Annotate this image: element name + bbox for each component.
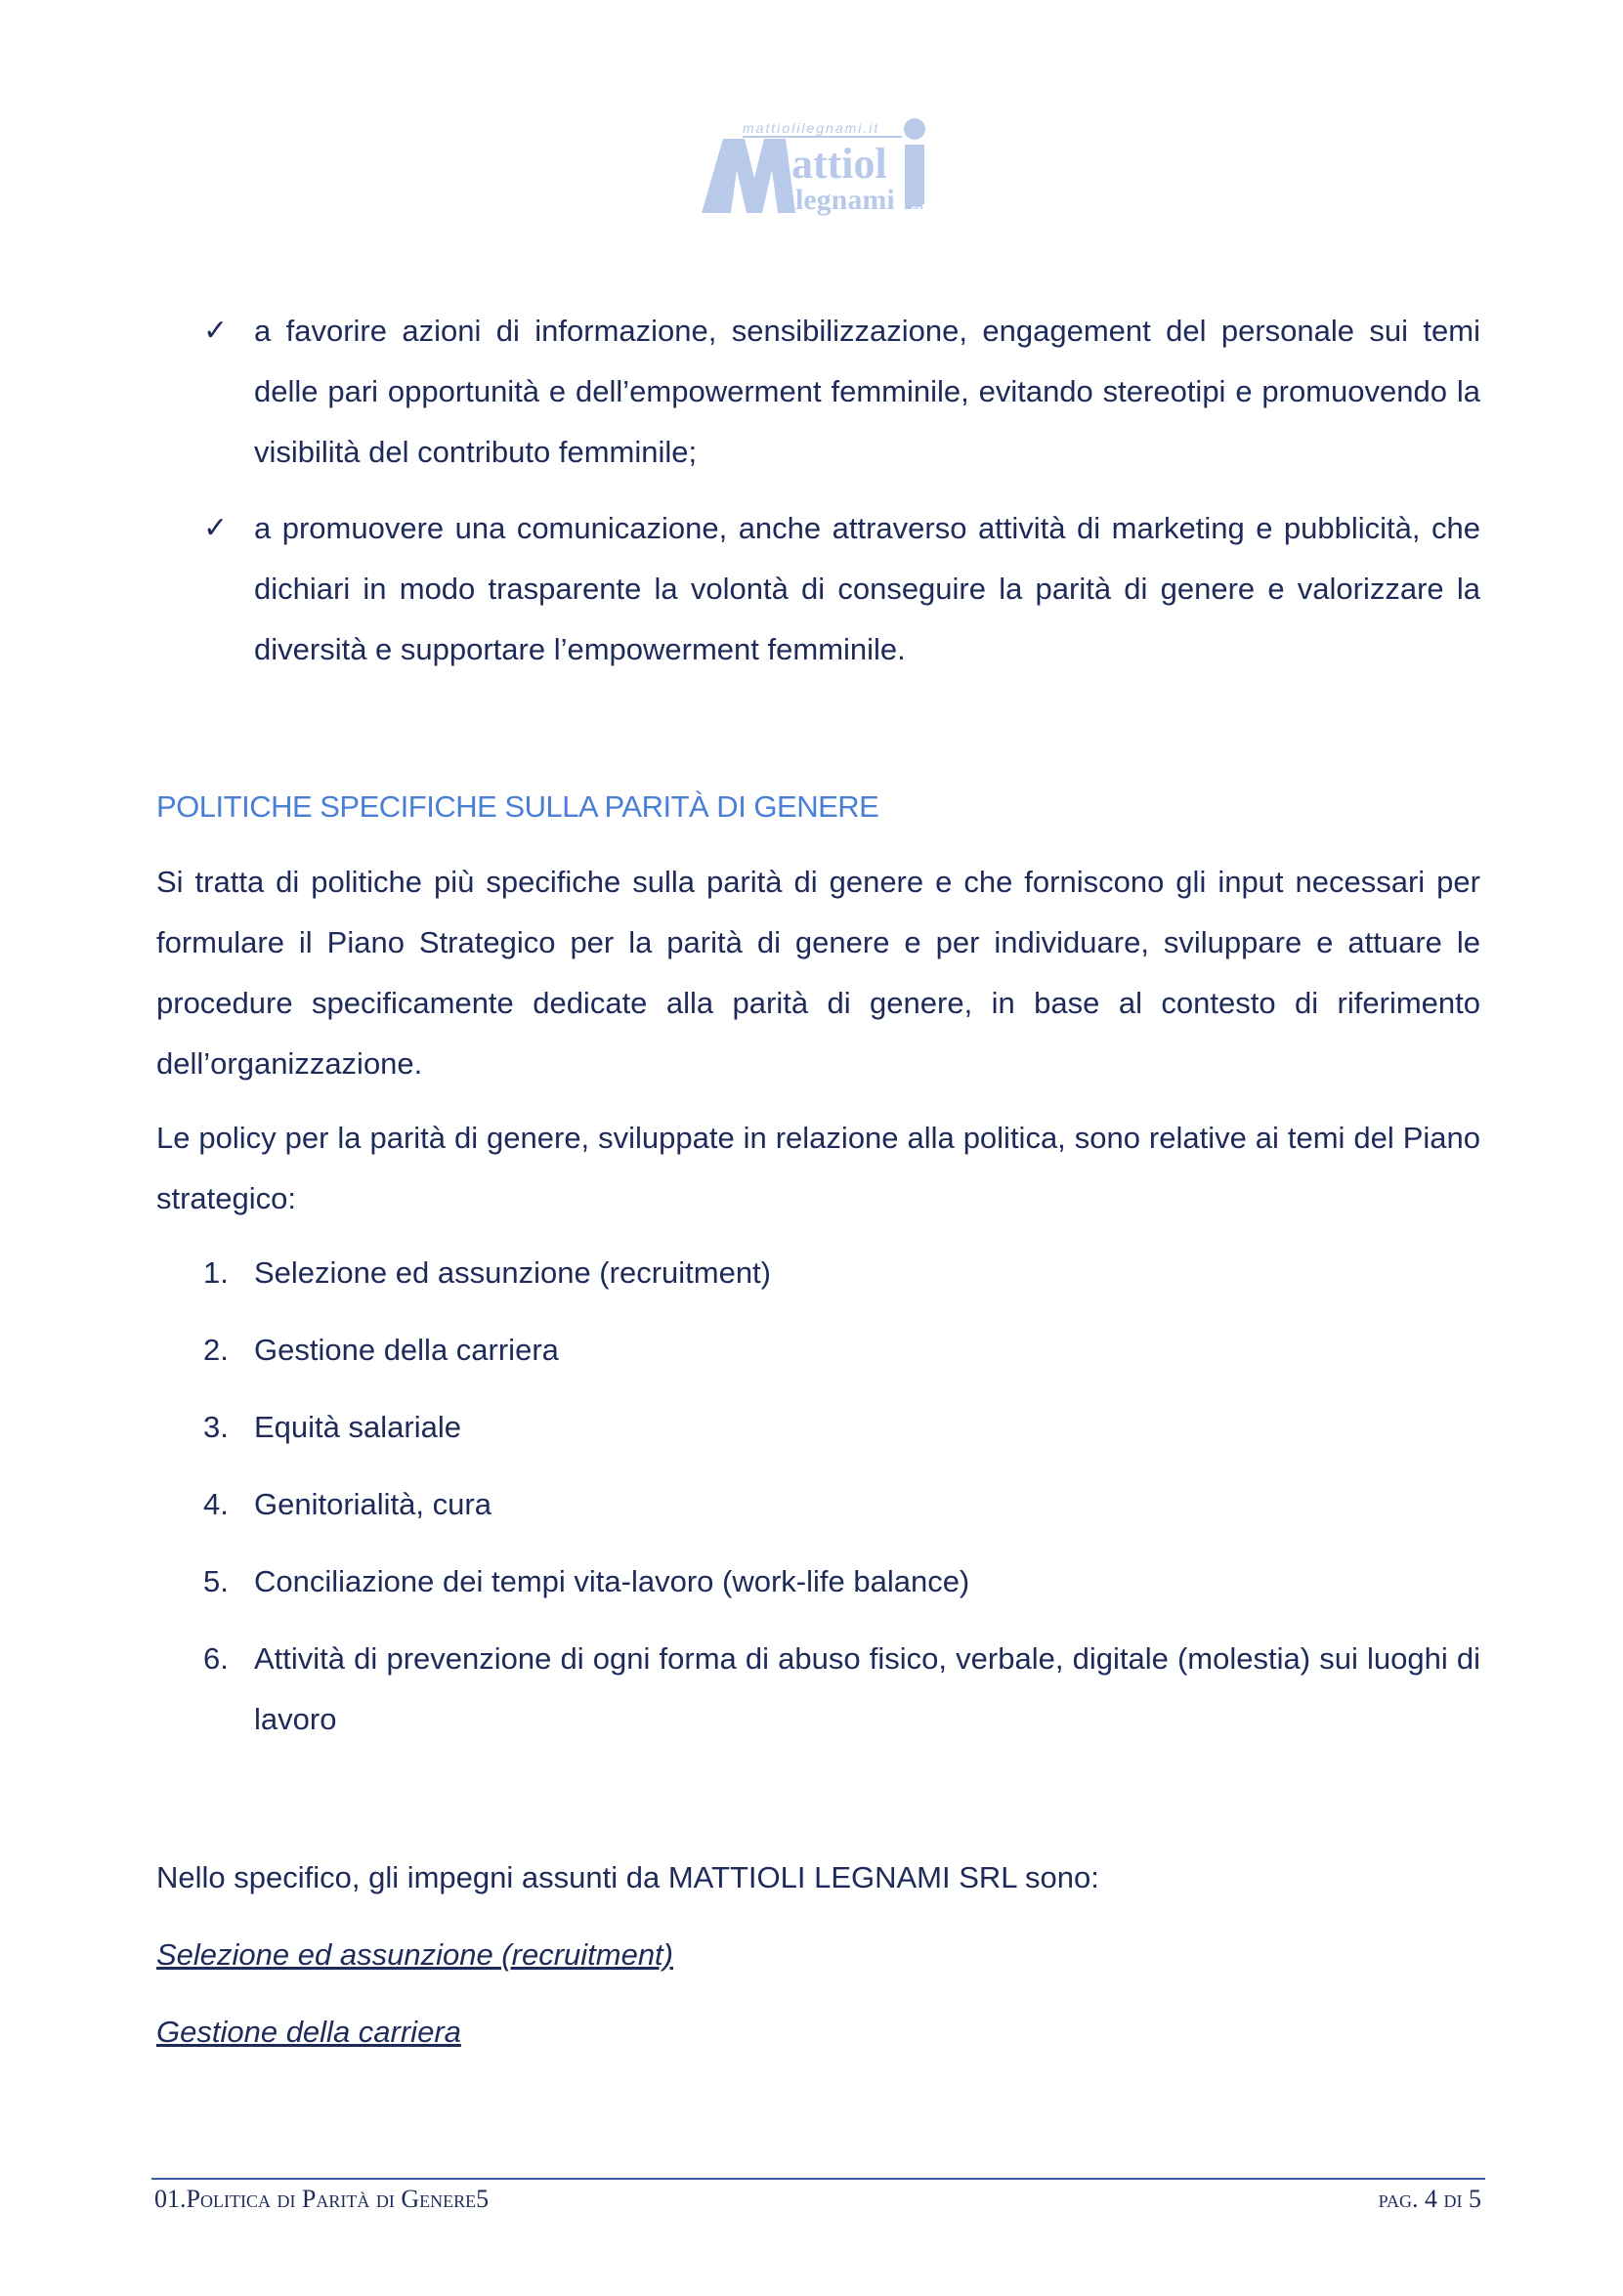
- company-logo: [702, 109, 936, 217]
- svg-text:srl: srl: [911, 202, 925, 216]
- check-list-item: [203, 498, 1480, 680]
- numbered-list-item: [203, 1320, 1480, 1381]
- checkmark-icon: ✓: [203, 314, 229, 348]
- list-item-text: Genitorialità, cura: [254, 1487, 491, 1521]
- paragraph-text: Le policy per la parità di genere, sviluppate in relazione alla politica, sono relative ai temi del Piano strategico:: [156, 1121, 1480, 1215]
- svg-text:attiol: attiol: [791, 140, 887, 188]
- list-number: 6.: [203, 1641, 229, 1676]
- bullet-text: a promuovere una comunicazione, anche attraverso attività di marketing e pubblicità, che dichiari in modo trasparente la volontà di conseguire la parità di genere e valorizzare la diversità e supportare l’empowerment femminile.: [254, 511, 1480, 666]
- checkmark-icon: ✓: [203, 511, 229, 545]
- svg-text:legnami: legnami: [795, 184, 895, 216]
- list-number: 3.: [203, 1410, 229, 1444]
- paragraph: [156, 1848, 1480, 1908]
- list-item-text: Gestione della carriera: [254, 1333, 559, 1367]
- list-item-text: Selezione ed assunzione (recruitment): [254, 1255, 771, 1290]
- numbered-list-item: [203, 1552, 1480, 1612]
- check-list-item: [203, 301, 1480, 483]
- numbered-list-item: [203, 1474, 1480, 1535]
- subheading-recruitment: Selezione ed assunzione (recruitment): [156, 1937, 673, 1972]
- list-number: 2.: [203, 1333, 229, 1367]
- list-number: 5.: [203, 1564, 229, 1598]
- section-heading: POLITICHE SPECIFICHE SULLA PARITÀ DI GENERE: [156, 789, 879, 824]
- footer-document-title: 01.Politica di Parità di Genere5: [154, 2185, 490, 2213]
- paragraph: [156, 852, 1480, 1094]
- list-item-text: Attività di prevenzione di ogni forma di abuso fisico, verbale, digitale (molestia) sui luoghi di lavoro: [254, 1641, 1480, 1736]
- svg-text:mattiolilegnami.it: mattiolilegnami.it: [743, 120, 880, 136]
- list-item-text: Equità salariale: [254, 1410, 461, 1444]
- footer-page-number: pag. 4 di 5: [1378, 2185, 1481, 2213]
- paragraph: [156, 1108, 1480, 1229]
- numbered-list-item: [203, 1397, 1480, 1458]
- list-item-text: Conciliazione dei tempi vita-lavoro (work-life balance): [254, 1564, 970, 1598]
- footer-rule: [151, 2178, 1485, 2180]
- subheading-career: Gestione della carriera: [156, 2015, 461, 2049]
- paragraph-text: Nello specifico, gli impegni assunti da MATTIOLI LEGNAMI SRL sono:: [156, 1860, 1099, 1894]
- list-number: 1.: [203, 1255, 229, 1290]
- numbered-list-item: [203, 1243, 1480, 1303]
- bullet-text: a favorire azioni di informazione, sensibilizzazione, engagement del personale sui temi delle pari opportunità e dell’empowerment femminile, evitando stereotipi e promuovendo la visibilità del contributo femminile;: [254, 314, 1480, 469]
- numbered-list-item: [203, 1629, 1480, 1750]
- paragraph-text: Si tratta di politiche più specifiche sulla parità di genere e che forniscono gli input necessari per formulare il Piano Strategico per la parità di genere e per individuare, sviluppare e attuare le procedure specificamente dedicate alla parità di genere, in base al contesto di riferimento dell’organizzazione.: [156, 865, 1480, 1081]
- list-number: 4.: [203, 1487, 229, 1521]
